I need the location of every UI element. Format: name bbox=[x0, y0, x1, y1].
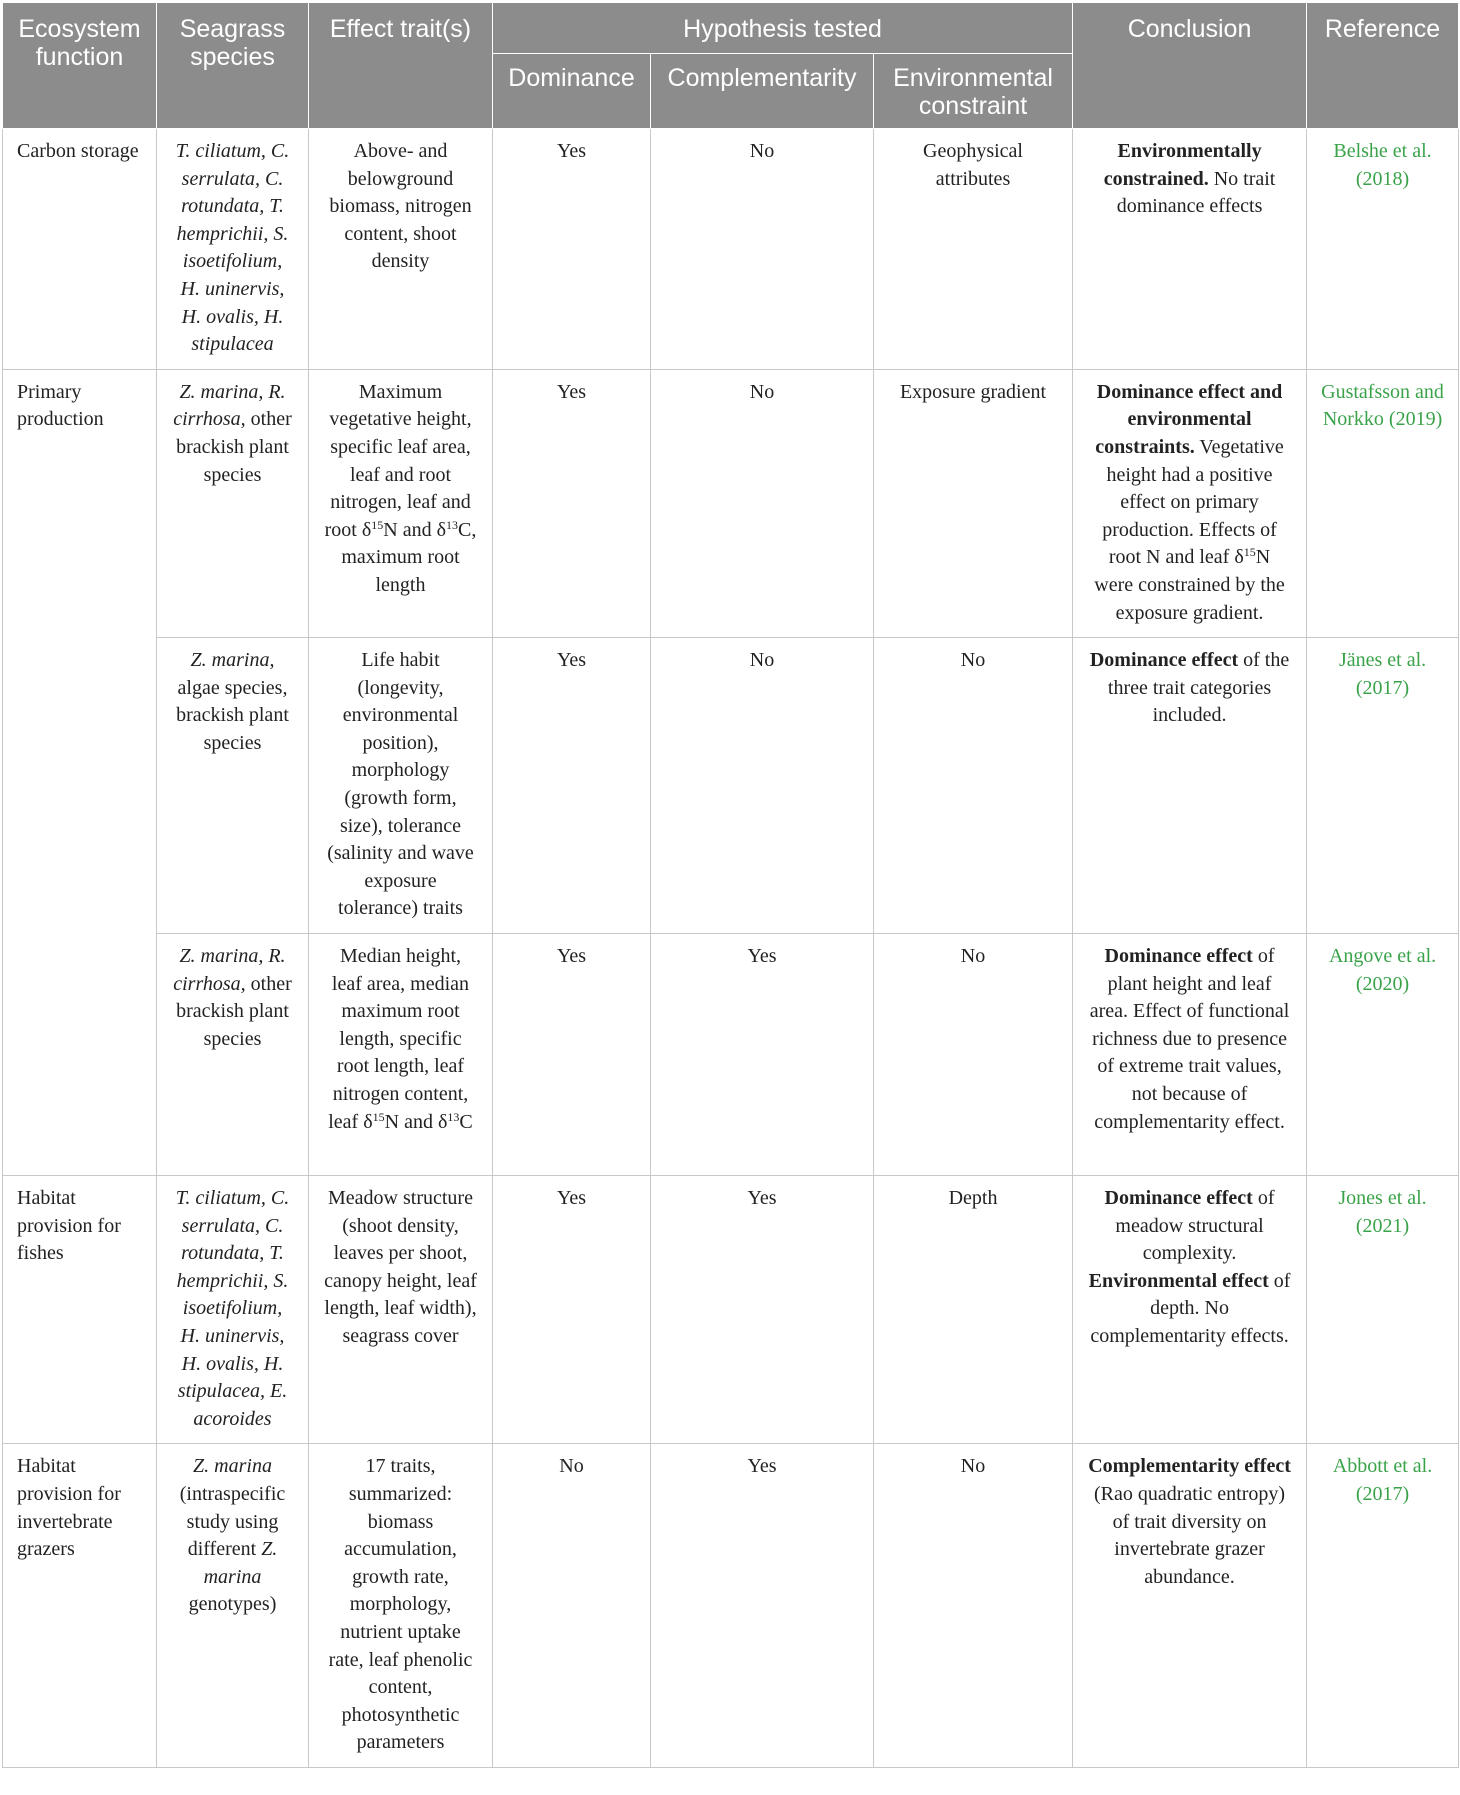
function-cell: Habitat provision for invertebrate grazers bbox=[3, 1444, 157, 1768]
conclusion-bold: Environmental effect bbox=[1088, 1269, 1269, 1292]
species-plain: algae species, brackish plant species bbox=[176, 676, 289, 754]
conclusion-cell bbox=[1073, 1176, 1307, 1444]
species-cell bbox=[157, 934, 309, 1176]
traits-text: C bbox=[459, 1110, 473, 1133]
dominance-cell: Yes bbox=[493, 129, 651, 370]
species-cell: T. ciliatum, C. serrulata, C. rotundata, T. hemprichii, S. isoetifolium, H. uninervis, H. ovalis, H. stipulacea bbox=[157, 129, 309, 370]
traits-cell bbox=[309, 934, 493, 1176]
table-row bbox=[3, 129, 1459, 370]
conclusion-text: of the three trait categories included. bbox=[1107, 649, 1290, 727]
header-conclusion: Conclusion bbox=[1073, 3, 1307, 129]
reference-link[interactable]: Abbott et al. (2017) bbox=[1307, 1444, 1459, 1768]
traits-cell: Meadow structure (shoot density, leaves per shoot, canopy height, leaf length, leaf width), seagrass cover bbox=[309, 1176, 493, 1444]
conclusion-bold: Environmentally constrained. bbox=[1103, 140, 1262, 190]
traits-sup: 15 bbox=[371, 517, 384, 532]
table-body bbox=[3, 129, 1459, 1768]
complementarity-cell: No bbox=[651, 369, 874, 637]
traits-text: Maximum vegetative height, specific leaf area, leaf and root nitrogen, leaf and root δ bbox=[324, 380, 472, 541]
conclusion-text: Vegetative height had a positive effect on primary production. Effects of root N and leaf δ bbox=[1102, 435, 1284, 569]
ecosystem-function-table bbox=[2, 2, 1459, 1768]
conclusion-text: of plant height and leaf area. Effect of functional richness due to presence of extreme trait values, not because of complementarity effect. bbox=[1089, 945, 1290, 1133]
species-plain: genotypes) bbox=[188, 1593, 277, 1616]
header-ecosystem-function: Ecosystem function bbox=[3, 3, 157, 129]
table-header bbox=[3, 3, 1459, 129]
table-container bbox=[2, 2, 1458, 1768]
conclusion-cell bbox=[1073, 1444, 1307, 1768]
species-plain: other brackish plant species bbox=[176, 972, 292, 1050]
environmental-cell: No bbox=[874, 1444, 1073, 1768]
conclusion-bold: Dominance effect bbox=[1104, 945, 1253, 968]
conclusion-text: of meadow structural complexity. bbox=[1115, 1187, 1275, 1265]
conclusion-text: (Rao quadratic entropy) of trait diversity on invertebrate grazer abundance. bbox=[1094, 1482, 1286, 1588]
reference-link[interactable]: Jänes et al. (2017) bbox=[1307, 638, 1459, 934]
traits-text: N and δ bbox=[384, 1110, 448, 1133]
header-dominance: Dominance bbox=[493, 54, 651, 129]
species-italic: Z. marina bbox=[193, 1455, 272, 1478]
traits-cell: Life habit (longevity, environmental position), morphology (growth form, size), tolerance (salinity and wave exposure tolerance) traits bbox=[309, 638, 493, 934]
table-row bbox=[3, 369, 1459, 637]
dominance-cell: Yes bbox=[493, 369, 651, 637]
dominance-cell: Yes bbox=[493, 934, 651, 1176]
traits-sup: 13 bbox=[446, 517, 459, 532]
conclusion-sup: 15 bbox=[1243, 545, 1256, 560]
species-italic: Z. marina, R. cirrhosa, bbox=[173, 945, 286, 995]
table-row bbox=[3, 638, 1459, 934]
header-environmental-constraint: Environmental constraint bbox=[874, 54, 1073, 129]
traits-cell: Above- and belowground biomass, nitrogen content, shoot density bbox=[309, 129, 493, 370]
traits-text: Median height, leaf area, median maximum root length, specific root length, leaf nitrogen content, leaf δ bbox=[328, 945, 470, 1133]
traits-cell bbox=[309, 369, 493, 637]
conclusion-bold: Dominance effect bbox=[1089, 649, 1239, 672]
header-effect-traits: Effect trait(s) bbox=[309, 3, 493, 129]
reference-link[interactable]: Belshe et al. (2018) bbox=[1307, 129, 1459, 370]
species-italic: Z. marina, bbox=[190, 649, 275, 672]
complementarity-cell: Yes bbox=[651, 1444, 874, 1768]
reference-link[interactable]: Jones et al. (2021) bbox=[1307, 1176, 1459, 1444]
conclusion-text: N were constrained by the exposure gradient. bbox=[1094, 546, 1285, 624]
dominance-cell: Yes bbox=[493, 1176, 651, 1444]
environmental-cell: No bbox=[874, 638, 1073, 934]
complementarity-cell: No bbox=[651, 638, 874, 934]
function-cell: Habitat provision for fishes bbox=[3, 1176, 157, 1444]
function-cell: Primary production bbox=[3, 369, 157, 1175]
conclusion-cell bbox=[1073, 129, 1307, 370]
conclusion-cell bbox=[1073, 638, 1307, 934]
reference-link[interactable]: Angove et al. (2020) bbox=[1307, 934, 1459, 1176]
traits-sup: 13 bbox=[447, 1109, 460, 1124]
environmental-cell: No bbox=[874, 934, 1073, 1176]
environmental-cell: Geophysical attributes bbox=[874, 129, 1073, 370]
conclusion-bold: Dominance effect and environmental constraints. bbox=[1095, 380, 1283, 458]
complementarity-cell: No bbox=[651, 129, 874, 370]
species-plain: (intraspecific study using different bbox=[179, 1482, 286, 1561]
environmental-cell: Exposure gradient bbox=[874, 369, 1073, 637]
conclusion-bold: Dominance effect bbox=[1104, 1187, 1253, 1210]
dominance-cell: No bbox=[493, 1444, 651, 1768]
table-row bbox=[3, 1176, 1459, 1444]
conclusion-cell bbox=[1073, 934, 1307, 1176]
species-italic: Z. marina, R. cirrhosa, bbox=[173, 380, 286, 431]
complementarity-cell: Yes bbox=[651, 1176, 874, 1444]
species-italic: Z. marina bbox=[203, 1538, 278, 1588]
conclusion-text: No trait dominance effects bbox=[1116, 167, 1276, 218]
header-complementarity: Complementarity bbox=[651, 54, 874, 129]
dominance-cell: Yes bbox=[493, 638, 651, 934]
table-row bbox=[3, 934, 1459, 1176]
complementarity-cell: Yes bbox=[651, 934, 874, 1176]
species-cell: T. ciliatum, C. serrulata, C. rotundata, T. hemprichii, S. isoetifolium, H. uninervis, H. ovalis, H. stipulacea, E. acoroides bbox=[157, 1176, 309, 1444]
header-hypothesis-tested: Hypothesis tested bbox=[493, 3, 1073, 54]
species-cell bbox=[157, 638, 309, 934]
traits-cell: 17 traits, summarized: biomass accumulation, growth rate, morphology, nutrient uptake rate, leaf phenolic content, photosynthetic parameters bbox=[309, 1444, 493, 1768]
conclusion-text: of depth. No complementarity effects. bbox=[1090, 1269, 1291, 1347]
table-row bbox=[3, 1444, 1459, 1768]
environmental-cell: Depth bbox=[874, 1176, 1073, 1444]
conclusion-bold: Complementarity effect bbox=[1088, 1455, 1291, 1478]
species-cell bbox=[157, 369, 309, 637]
header-reference: Reference bbox=[1307, 3, 1459, 129]
header-seagrass-species: Seagrass species bbox=[157, 3, 309, 129]
conclusion-cell bbox=[1073, 369, 1307, 637]
traits-sup: 15 bbox=[372, 1109, 385, 1124]
species-plain: other brackish plant species bbox=[176, 408, 292, 486]
reference-link[interactable]: Gustafsson and Norkko (2019) bbox=[1307, 369, 1459, 637]
species-cell bbox=[157, 1444, 309, 1768]
function-cell: Carbon storage bbox=[3, 129, 157, 370]
traits-text: N and δ bbox=[383, 518, 447, 541]
traits-text: C, maximum root length bbox=[341, 518, 477, 596]
